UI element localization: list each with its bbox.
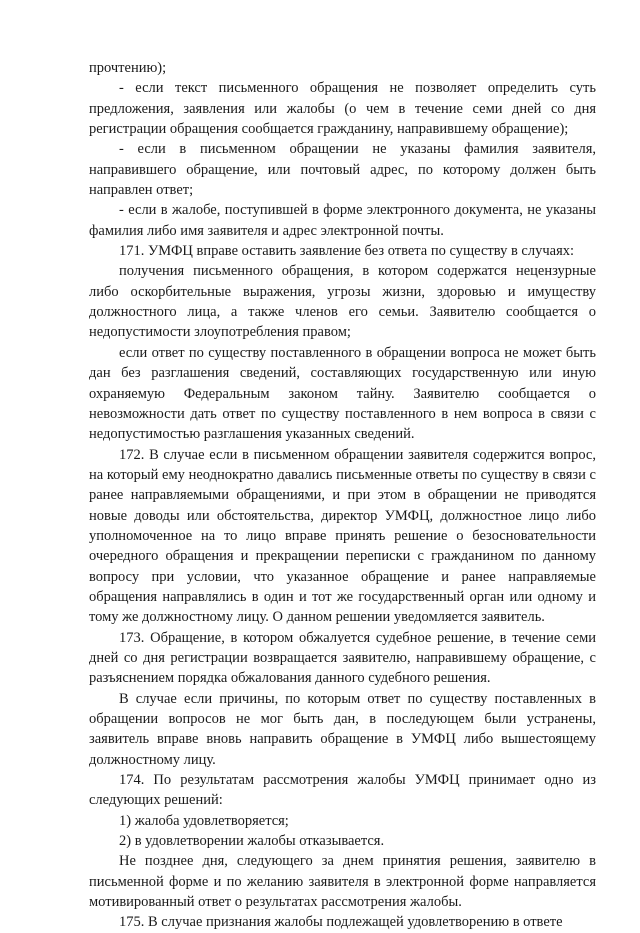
paragraph-continuation: прочтению); — [89, 60, 167, 76]
paragraph-clause-173: 173. Обращение, в котором обжалуется судебное решение, в течение семи дней со дня регистрации возвращается заявителю, направившему обращение, с разъяснением порядка обжалования данного судебного решения. — [89, 629, 596, 687]
paragraph-list-item: - если текст письменного обращения не позволяет определить суть предложения, заявления или жалобы (о чем в течение семи дней со дня регистрации обращения сообщается гражданину, направившему обращение); — [89, 80, 596, 138]
paragraph-text: если ответ по существу поставленного в обращении вопроса не может быть дан без разглашения сведений, составляющих государственную или иную охраняемую Федеральным законом тайну. Заявителю сообщается о невозможности дать ответ по существу поставленного в нем вопроса в связи с недопустимостью разглашения указанных сведений. — [89, 344, 596, 443]
paragraph-list-item: 2) в удовлетворении жалобы отказывается. — [119, 833, 385, 850]
paragraph-text: В случае если причины, по которым ответ по существу поставленных в обращении вопросов не мог быть дан, в последующем были устранены, заявитель вправе вновь направить обращение в УМФЦ либо вышестоящему должностному лицу. — [89, 690, 596, 768]
paragraph-text: Не позднее дня, следующего за днем принятия решения, заявителю в письменной форме и по желанию заявителя в электронной форме направляется мотивированный ответ о результатах рассмотрения жалобы. — [89, 853, 596, 911]
paragraph-text: получения письменного обращения, в котором содержатся нецензурные либо оскорбительные выражения, угрозы жизни, здоровью и имуществу должностного лица, а также членов его семьи. Заявителю сообщается о недопустимости злоупотребления правом; — [89, 263, 596, 341]
paragraph-clause-175: 175. В случае признания жалобы подлежащей удовлетворению в ответе — [119, 914, 563, 931]
paragraph-clause-171: 171. УМФЦ вправе оставить заявление без ответа по существу в случаях: — [119, 243, 575, 260]
paragraph-clause-174: 174. По результатам рассмотрения жалобы УМФЦ принимает одно из следующих решений: — [89, 772, 596, 809]
document-page — [89, 58, 596, 933]
paragraph-clause-172: 172. В случае если в письменном обращении заявителя содержится вопрос, на который ему неоднократно давались письменные ответы по существу в связи с ранее направляемыми обращениями, и при этом в обращении не приводятся новые доводы или обстоятельства, директор УМФЦ, должностное лицо либо уполномоченное на то лицо вправе принять решение о безосновательности очередного обращения и прекращении переписки с гражданином по данному вопросу при условии, что указанное обращение и ранее направляемые обращения направлялись в один и тот же государственный орган или одному и тому же должностному лицу. О данном решении уведомляется заявитель. — [89, 446, 596, 626]
paragraph-list-item: - если в письменном обращении не указаны фамилия заявителя, направившего обращение, или почтовый адрес, по которому должен быть направлен ответ; — [89, 141, 596, 199]
paragraph-list-item: - если в жалобе, поступившей в форме электронного документа, не указаны фамилия либо имя заявителя и адрес электронной почты. — [89, 202, 596, 239]
paragraph-list-item: 1) жалоба удовлетворяется; — [119, 812, 289, 829]
